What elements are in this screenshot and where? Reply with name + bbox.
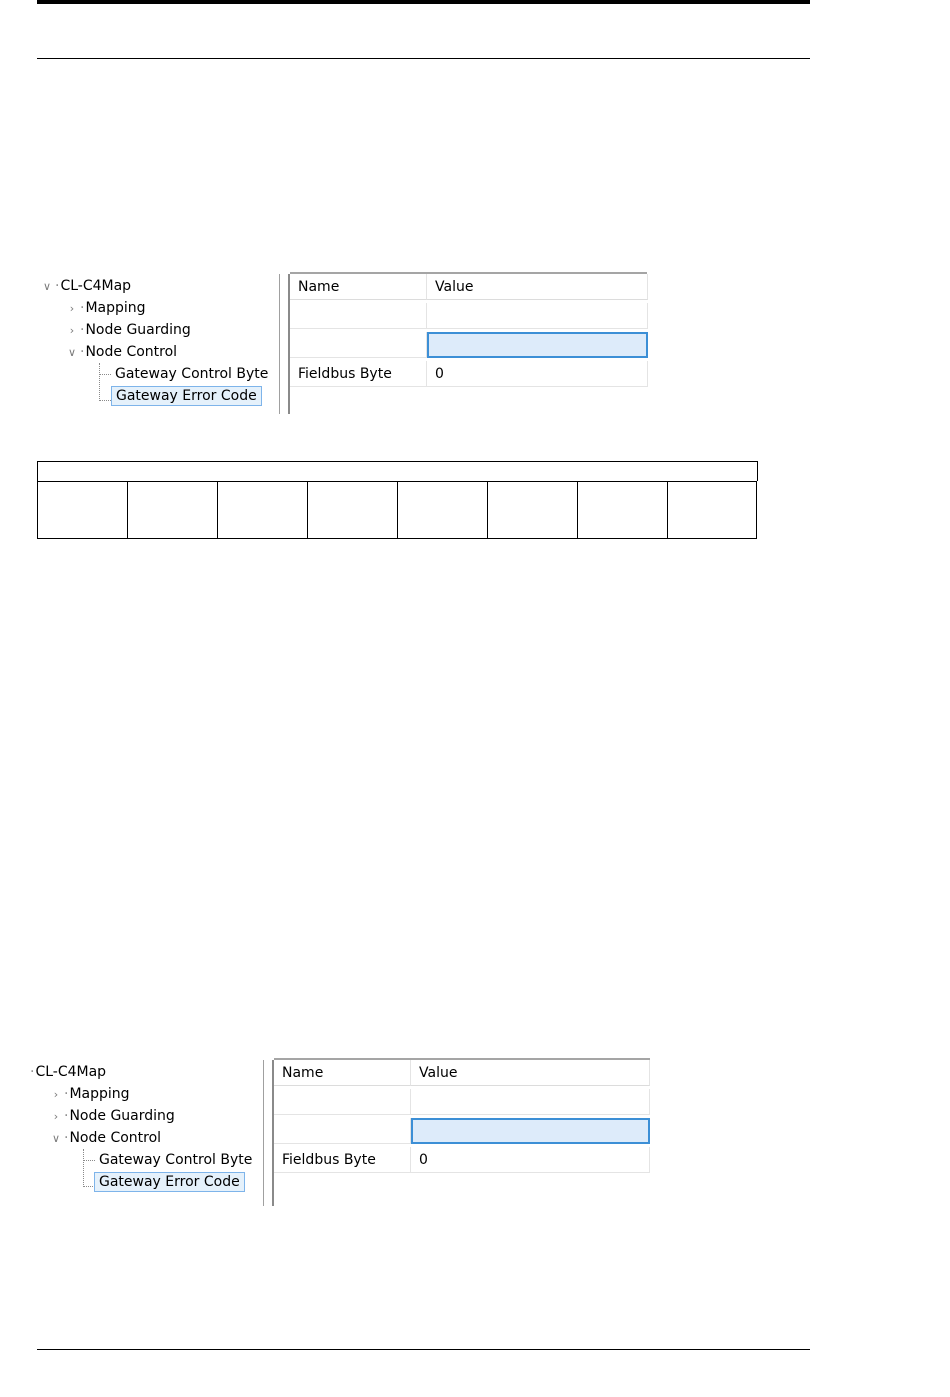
config-screenshot-2 <box>30 1058 651 1208</box>
chevron-right-icon[interactable]: › <box>53 1088 59 1101</box>
tree-item-label: Node Guarding <box>69 1108 175 1124</box>
grid-cell-value[interactable]: 0 <box>427 361 648 387</box>
property-grid <box>290 274 648 384</box>
chevron-right-icon[interactable]: › <box>53 1110 59 1123</box>
bit-cell <box>397 481 487 539</box>
grid-cell-name <box>274 1118 411 1144</box>
tree-item-node-control[interactable]: ∨ · Node Control <box>48 1128 163 1148</box>
tree-item-label: Gateway Control Byte <box>115 366 269 382</box>
tree-root[interactable]: · CL-C4Map <box>30 1064 107 1080</box>
bit-table-header <box>37 461 758 481</box>
grid-cell-value-editing[interactable] <box>427 332 648 358</box>
property-grid <box>274 1060 650 1178</box>
tree-item-label: Gateway Control Byte <box>99 1152 253 1168</box>
column-header-name[interactable]: Name <box>290 274 427 300</box>
tree-item-label: Gateway Error Code <box>111 386 262 406</box>
header-divider <box>37 58 810 59</box>
bit-cell <box>127 481 217 539</box>
tree-item-label: Mapping <box>85 300 146 316</box>
tree-connector <box>83 1149 84 1187</box>
bit-cell <box>577 481 667 539</box>
tree-item-gateway-control-byte[interactable] <box>113 364 270 384</box>
tree-item-gateway-error-code[interactable] <box>94 1172 245 1192</box>
grid-cell-value[interactable] <box>411 1089 650 1115</box>
config-screenshot-1 <box>37 272 649 414</box>
bit-cell <box>307 481 397 539</box>
chevron-right-icon[interactable]: › <box>69 302 75 315</box>
grid-cell-name: Fieldbus Byte <box>274 1147 411 1173</box>
column-header-name[interactable]: Name <box>274 1060 411 1086</box>
bit-table <box>37 461 758 541</box>
pane-splitter[interactable] <box>279 274 280 414</box>
grid-cell-name <box>290 303 427 329</box>
tree-item-label: Node Control <box>85 344 178 360</box>
tree-item-label: Gateway Error Code <box>94 1172 245 1192</box>
footer-rule <box>37 1349 810 1350</box>
tree-item-mapping[interactable]: › · Mapping <box>64 298 148 318</box>
grid-cell-name <box>274 1089 411 1115</box>
grid-cell-name <box>290 332 427 358</box>
tree-item-node-guarding[interactable]: › · Node Guarding <box>48 1106 177 1126</box>
bit-cell <box>667 481 757 539</box>
tree-connector <box>99 363 100 401</box>
bit-cell <box>217 481 307 539</box>
tree-item-node-guarding[interactable]: › · Node Guarding <box>64 320 193 340</box>
tree-item-label: Mapping <box>69 1086 130 1102</box>
tree-root-label: CL-C4Map <box>35 1064 107 1080</box>
column-header-value[interactable]: Value <box>427 274 648 300</box>
tree-root-label: CL-C4Map <box>60 278 132 294</box>
tree-item-label: Node Guarding <box>85 322 191 338</box>
bit-cell <box>487 481 577 539</box>
grid-cell-value[interactable] <box>427 303 648 329</box>
grid-cell-value[interactable]: 0 <box>411 1147 650 1173</box>
pane-splitter[interactable] <box>263 1060 264 1206</box>
chevron-down-icon[interactable]: ∨ <box>51 1132 61 1145</box>
column-header-value[interactable]: Value <box>411 1060 650 1086</box>
bit-table-cells <box>37 481 758 540</box>
tree-item-node-control[interactable]: ∨ · Node Control <box>64 342 179 362</box>
tree-connector <box>99 374 111 375</box>
tree-item-gateway-error-code[interactable] <box>111 386 262 406</box>
grid-cell-name: Fieldbus Byte <box>290 361 427 387</box>
bit-cell <box>37 481 127 539</box>
tree-item-label: Node Control <box>69 1130 162 1146</box>
chevron-down-icon[interactable]: ∨ <box>67 346 77 359</box>
tree-item-mapping[interactable]: › · Mapping <box>48 1084 132 1104</box>
tree-connector <box>99 400 111 401</box>
tree-root[interactable]: ∨ · CL-C4Map <box>39 276 133 296</box>
tree-connector <box>83 1160 95 1161</box>
tree-item-gateway-control-byte[interactable] <box>97 1150 254 1170</box>
chevron-right-icon[interactable]: › <box>69 324 75 337</box>
grid-cell-value-editing[interactable] <box>411 1118 650 1144</box>
header-rule <box>37 0 810 4</box>
chevron-down-icon[interactable]: ∨ <box>42 280 52 293</box>
